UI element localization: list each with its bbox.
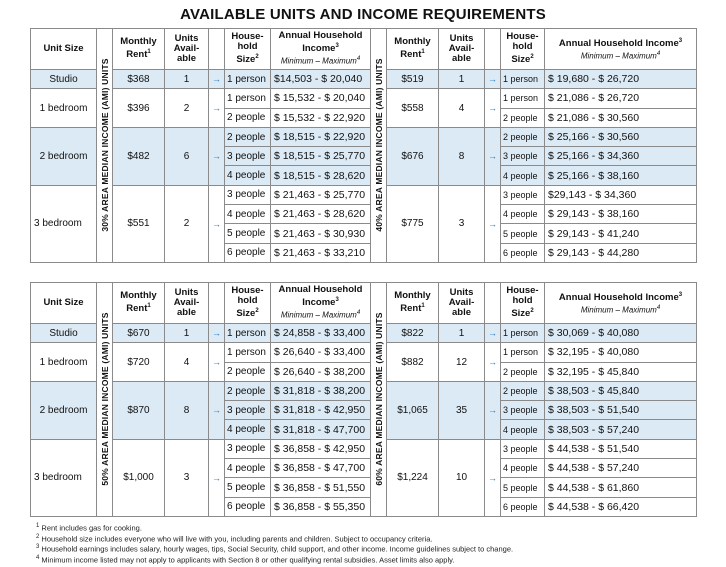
footnote-mark: 4	[356, 310, 361, 317]
income-range: $ 44,538 - $ 61,860	[545, 478, 697, 497]
ami-label-right	[371, 283, 387, 517]
income-range: $ 38,503 - $ 57,240	[545, 420, 697, 439]
income-range: $ 25,166 - $ 38,160	[545, 166, 697, 185]
monthly-rent: $482	[113, 127, 165, 185]
arrow-icon: →	[209, 70, 225, 89]
table-row	[31, 439, 697, 458]
unit-size: 2 bedroom	[31, 127, 97, 185]
household-size: 3 people	[501, 401, 545, 420]
household-size: 2 people	[225, 381, 271, 400]
arrow-icon: →	[485, 127, 501, 185]
income-range: $ 29,143 - $ 38,160	[545, 205, 697, 224]
footnote-mark: 2	[530, 308, 534, 315]
arrow-icon: →	[209, 185, 225, 262]
household-size: 1 person	[501, 89, 545, 108]
income-range-label: Minimum – Maximum$^4$	[580, 305, 661, 315]
income-range: $ 24,858 - $ 33,400	[271, 324, 371, 343]
income-range-label: Minimum – Maximum$^4$	[580, 51, 661, 61]
ami-label-text: 40% AREA MEDIAN INCOME (AMI) UNITS	[373, 58, 384, 233]
table-row	[31, 185, 697, 204]
income-range: $ 21,086 - $ 30,560	[545, 108, 697, 127]
unit-size: 3 bedroom	[31, 185, 97, 262]
arrow-icon: →	[485, 324, 501, 343]
col-arrow	[209, 29, 225, 70]
arrow-icon: →	[209, 439, 225, 516]
units-available: 1	[165, 70, 209, 89]
footnote-text: Household earnings includes salary, hourly wages, tips, Social Security, child support, and other income. Income guidelines subject to change.	[39, 544, 514, 554]
header-row	[31, 29, 697, 70]
income-range: $ 36,858 - $ 55,350	[271, 497, 371, 516]
units-available: 2	[165, 89, 209, 128]
footnote-mark: 2	[530, 54, 534, 61]
units-available: 8	[165, 381, 209, 439]
household-size: 3 people	[501, 147, 545, 166]
income-range: $ 36,858 - $ 47,700	[271, 459, 371, 478]
col-unit-size: Unit Size	[31, 283, 97, 324]
header-row	[31, 283, 697, 324]
income-range: $ 21,463 - $ 33,210	[271, 243, 371, 262]
income-range-label: Minimum – Maximum$^4$	[280, 310, 361, 320]
footnote-mark: 4	[656, 305, 661, 312]
col-monthly-rent: Monthly Rent$^1$	[387, 283, 439, 324]
income-range: $ 31,818 - $ 42,950	[271, 401, 371, 420]
monthly-rent: $870	[113, 381, 165, 439]
col-arrow	[209, 283, 225, 324]
footnote-mark: 2	[255, 308, 259, 315]
household-size: 1 person	[225, 89, 271, 108]
household-size: 2 people	[225, 127, 271, 146]
footnote-mark: 2	[36, 533, 40, 540]
income-range-label: Minimum – Maximum$^4$	[280, 56, 361, 66]
footnote-mark: 1	[147, 49, 151, 56]
footnote-mark: 1	[147, 303, 151, 310]
units-available: 1	[165, 324, 209, 343]
household-size: 1 person	[225, 70, 271, 89]
col-unit-size: Unit Size	[31, 29, 97, 70]
unit-size: 2 bedroom	[31, 381, 97, 439]
household-size: 5 people	[501, 224, 545, 243]
household-size: 1 person	[501, 343, 545, 362]
col-household-size: House- hold Size$^2$	[501, 283, 545, 324]
income-range: $ 32,195 - $ 40,080	[545, 343, 697, 362]
footnote	[36, 522, 706, 533]
footnote-text: Household size includes everyone who will live with you, including parents and children. Subject to occupancy criteria.	[39, 534, 433, 543]
income-range: $ 29,143 - $ 44,280	[545, 243, 697, 262]
income-range: $ 21,463 - $ 30,930	[271, 224, 371, 243]
income-range: $ 31,818 - $ 47,700	[271, 420, 371, 439]
income-range: $ 38,503 - $ 51,540	[545, 401, 697, 420]
ami-label-right	[371, 29, 387, 263]
household-size: 3 people	[225, 147, 271, 166]
income-range: $ 44,538 - $ 66,420	[545, 497, 697, 516]
footnotes	[36, 522, 706, 564]
ami-label-left	[97, 283, 113, 517]
income-range: $ 38,503 - $ 45,840	[545, 381, 697, 400]
household-size: 4 people	[225, 166, 271, 185]
household-size: 6 people	[225, 497, 271, 516]
household-size: 1 person	[501, 324, 545, 343]
units-available: 35	[439, 381, 485, 439]
income-range: $ 25,166 - $ 34,360	[545, 147, 697, 166]
footnote-mark: 3	[36, 544, 40, 550]
col-units-available: Units Avail- able	[165, 283, 209, 324]
footnote	[36, 533, 706, 544]
footnote-mark: 1	[421, 303, 425, 310]
household-size: 4 people	[225, 420, 271, 439]
table-row	[31, 70, 697, 89]
unit-size: Studio	[31, 70, 97, 89]
units-available: 6	[165, 127, 209, 185]
income-range: $29,143 - $ 34,360	[545, 185, 697, 204]
monthly-rent: $720	[113, 343, 165, 382]
units-available: 1	[439, 70, 485, 89]
income-range: $ 31,818 - $ 38,200	[271, 381, 371, 400]
footnote-mark: 1	[36, 523, 40, 529]
household-size: 4 people	[501, 166, 545, 185]
household-size: 5 people	[501, 478, 545, 497]
household-size: 1 person	[501, 70, 545, 89]
col-household-size: House- hold Size$^2$	[225, 29, 271, 70]
income-range: $ 21,463 - $ 28,620	[271, 205, 371, 224]
ami-label-text: 60% AREA MEDIAN INCOME (AMI) UNITS	[373, 312, 384, 487]
ami-label-text: 30% AREA MEDIAN INCOME (AMI) UNITS	[99, 58, 110, 233]
household-size: 2 people	[225, 362, 271, 381]
monthly-rent: $1,000	[113, 439, 165, 516]
units-available: 3	[439, 185, 485, 262]
footnote-mark: 4	[36, 554, 40, 561]
footnote	[36, 543, 706, 554]
col-monthly-rent: Monthly Rent$^1$	[113, 283, 165, 324]
col-arrow	[485, 283, 501, 324]
col-units-available: Units Avail- able	[165, 29, 209, 70]
units-available: 2	[165, 185, 209, 262]
col-units-available: Units Avail- able	[439, 283, 485, 324]
units-available: 8	[439, 127, 485, 185]
monthly-rent: $775	[387, 185, 439, 262]
monthly-rent: $1,224	[387, 439, 439, 516]
units-available: 4	[439, 89, 485, 128]
unit-size: 1 bedroom	[31, 89, 97, 128]
income-range: $ 25,166 - $ 30,560	[545, 127, 697, 146]
col-household-size: House- hold Size$^2$	[501, 29, 545, 70]
table-row	[31, 324, 697, 343]
household-size: 4 people	[501, 459, 545, 478]
income-table-block-2	[30, 282, 696, 517]
income-range: $ 18,515 - $ 22,920	[271, 127, 371, 146]
monthly-rent: $882	[387, 343, 439, 382]
arrow-icon: →	[485, 381, 501, 439]
income-range: $14,503 - $ 20,040	[271, 70, 371, 89]
footnote-text: Minimum income listed may not apply to applicants with Section 8 or other qualifying rental subsidies. Asset limits also apply.	[39, 555, 455, 564]
col-arrow	[485, 29, 501, 70]
monthly-rent: $551	[113, 185, 165, 262]
col-annual-income: Annual Household Income$^3$ Minimum – Maximum$^4$	[545, 29, 697, 70]
unit-size: 1 bedroom	[31, 343, 97, 382]
col-annual-income: Annual Household Income$^3$ Minimum – Maximum$^4$	[545, 283, 697, 324]
household-size: 4 people	[225, 205, 271, 224]
footnote-text: Rent includes gas for cooking.	[39, 523, 142, 533]
household-size: 6 people	[501, 497, 545, 516]
footnote	[36, 554, 706, 565]
table-row	[31, 343, 697, 362]
household-size: 5 people	[225, 478, 271, 497]
ami-label-left	[97, 29, 113, 263]
household-size: 2 people	[501, 362, 545, 381]
income-range: $ 44,538 - $ 51,540	[545, 439, 697, 458]
household-size: 3 people	[501, 185, 545, 204]
monthly-rent: $1,065	[387, 381, 439, 439]
arrow-icon: →	[485, 343, 501, 382]
income-range: $ 18,515 - $ 28,620	[271, 166, 371, 185]
income-range: $ 36,858 - $ 51,550	[271, 478, 371, 497]
household-size: 6 people	[225, 243, 271, 262]
household-size: 6 people	[501, 243, 545, 262]
arrow-icon: →	[485, 185, 501, 262]
footnote-mark: 4	[656, 51, 661, 58]
income-table	[30, 28, 697, 263]
income-range: $ 15,532 - $ 22,920	[271, 108, 371, 127]
table-row	[31, 89, 697, 108]
household-size: 1 person	[225, 324, 271, 343]
col-monthly-rent: Monthly Rent$^1$	[387, 29, 439, 70]
arrow-icon: →	[209, 127, 225, 185]
units-available: 10	[439, 439, 485, 516]
arrow-icon: →	[485, 439, 501, 516]
unit-size: 3 bedroom	[31, 439, 97, 516]
monthly-rent: $519	[387, 70, 439, 89]
income-range: $ 32,195 - $ 45,840	[545, 362, 697, 381]
footnote-mark: 3	[678, 38, 683, 45]
household-size: 3 people	[225, 401, 271, 420]
arrow-icon: →	[209, 381, 225, 439]
income-range: $ 29,143 - $ 41,240	[545, 224, 697, 243]
ami-label-text: 50% AREA MEDIAN INCOME (AMI) UNITS	[99, 312, 110, 487]
household-size: 3 people	[225, 185, 271, 204]
income-range: $ 26,640 - $ 33,400	[271, 343, 371, 362]
household-size: 2 people	[501, 127, 545, 146]
monthly-rent: $396	[113, 89, 165, 128]
household-size: 2 people	[501, 108, 545, 127]
income-range: $ 30,069 - $ 40,080	[545, 324, 697, 343]
units-available: 12	[439, 343, 485, 382]
income-range: $ 21,463 - $ 25,770	[271, 185, 371, 204]
income-range: $ 26,640 - $ 38,200	[271, 362, 371, 381]
arrow-icon: →	[209, 343, 225, 382]
arrow-icon: →	[485, 70, 501, 89]
footnote-mark: 1	[421, 49, 425, 56]
unit-size: Studio	[31, 324, 97, 343]
col-monthly-rent: Monthly Rent$^1$	[113, 29, 165, 70]
household-size: 3 people	[225, 439, 271, 458]
household-size: 2 people	[225, 108, 271, 127]
household-size: 4 people	[225, 459, 271, 478]
footnote-mark: 3	[678, 292, 683, 299]
household-size: 1 person	[225, 343, 271, 362]
col-units-available: Units Avail- able	[439, 29, 485, 70]
monthly-rent: $558	[387, 89, 439, 128]
footnote-mark: 3	[335, 43, 339, 50]
arrow-icon: →	[485, 89, 501, 128]
income-table-block-1	[30, 28, 696, 263]
table-row	[31, 127, 697, 146]
footnote-mark: 2	[255, 54, 259, 61]
household-size: 5 people	[225, 224, 271, 243]
arrow-icon: →	[209, 324, 225, 343]
col-household-size: House- hold Size$^2$	[225, 283, 271, 324]
income-table	[30, 282, 697, 517]
units-available: 3	[165, 439, 209, 516]
col-annual-income: Annual Household Income$^3$ Minimum – Maximum$^4$	[271, 29, 371, 70]
household-size: 4 people	[501, 205, 545, 224]
monthly-rent: $670	[113, 324, 165, 343]
income-range: $ 15,532 - $ 20,040	[271, 89, 371, 108]
monthly-rent: $676	[387, 127, 439, 185]
income-range: $ 36,858 - $ 42,950	[271, 439, 371, 458]
table-row	[31, 381, 697, 400]
units-available: 1	[439, 324, 485, 343]
footnote-mark: 3	[335, 297, 339, 304]
monthly-rent: $368	[113, 70, 165, 89]
col-annual-income: Annual Household Income$^3$ Minimum – Maximum$^4$	[271, 283, 371, 324]
income-range: $ 19,680 - $ 26,720	[545, 70, 697, 89]
household-size: 3 people	[501, 439, 545, 458]
footnote-mark: 4	[356, 56, 361, 63]
income-range: $ 18,515 - $ 25,770	[271, 147, 371, 166]
household-size: 4 people	[501, 420, 545, 439]
page-title: AVAILABLE UNITS AND INCOME REQUIREMENTS	[180, 6, 546, 23]
arrow-icon: →	[209, 89, 225, 128]
units-available: 4	[165, 343, 209, 382]
income-range: $ 21,086 - $ 26,720	[545, 89, 697, 108]
income-range: $ 44,538 - $ 57,240	[545, 459, 697, 478]
monthly-rent: $822	[387, 324, 439, 343]
household-size: 2 people	[501, 381, 545, 400]
